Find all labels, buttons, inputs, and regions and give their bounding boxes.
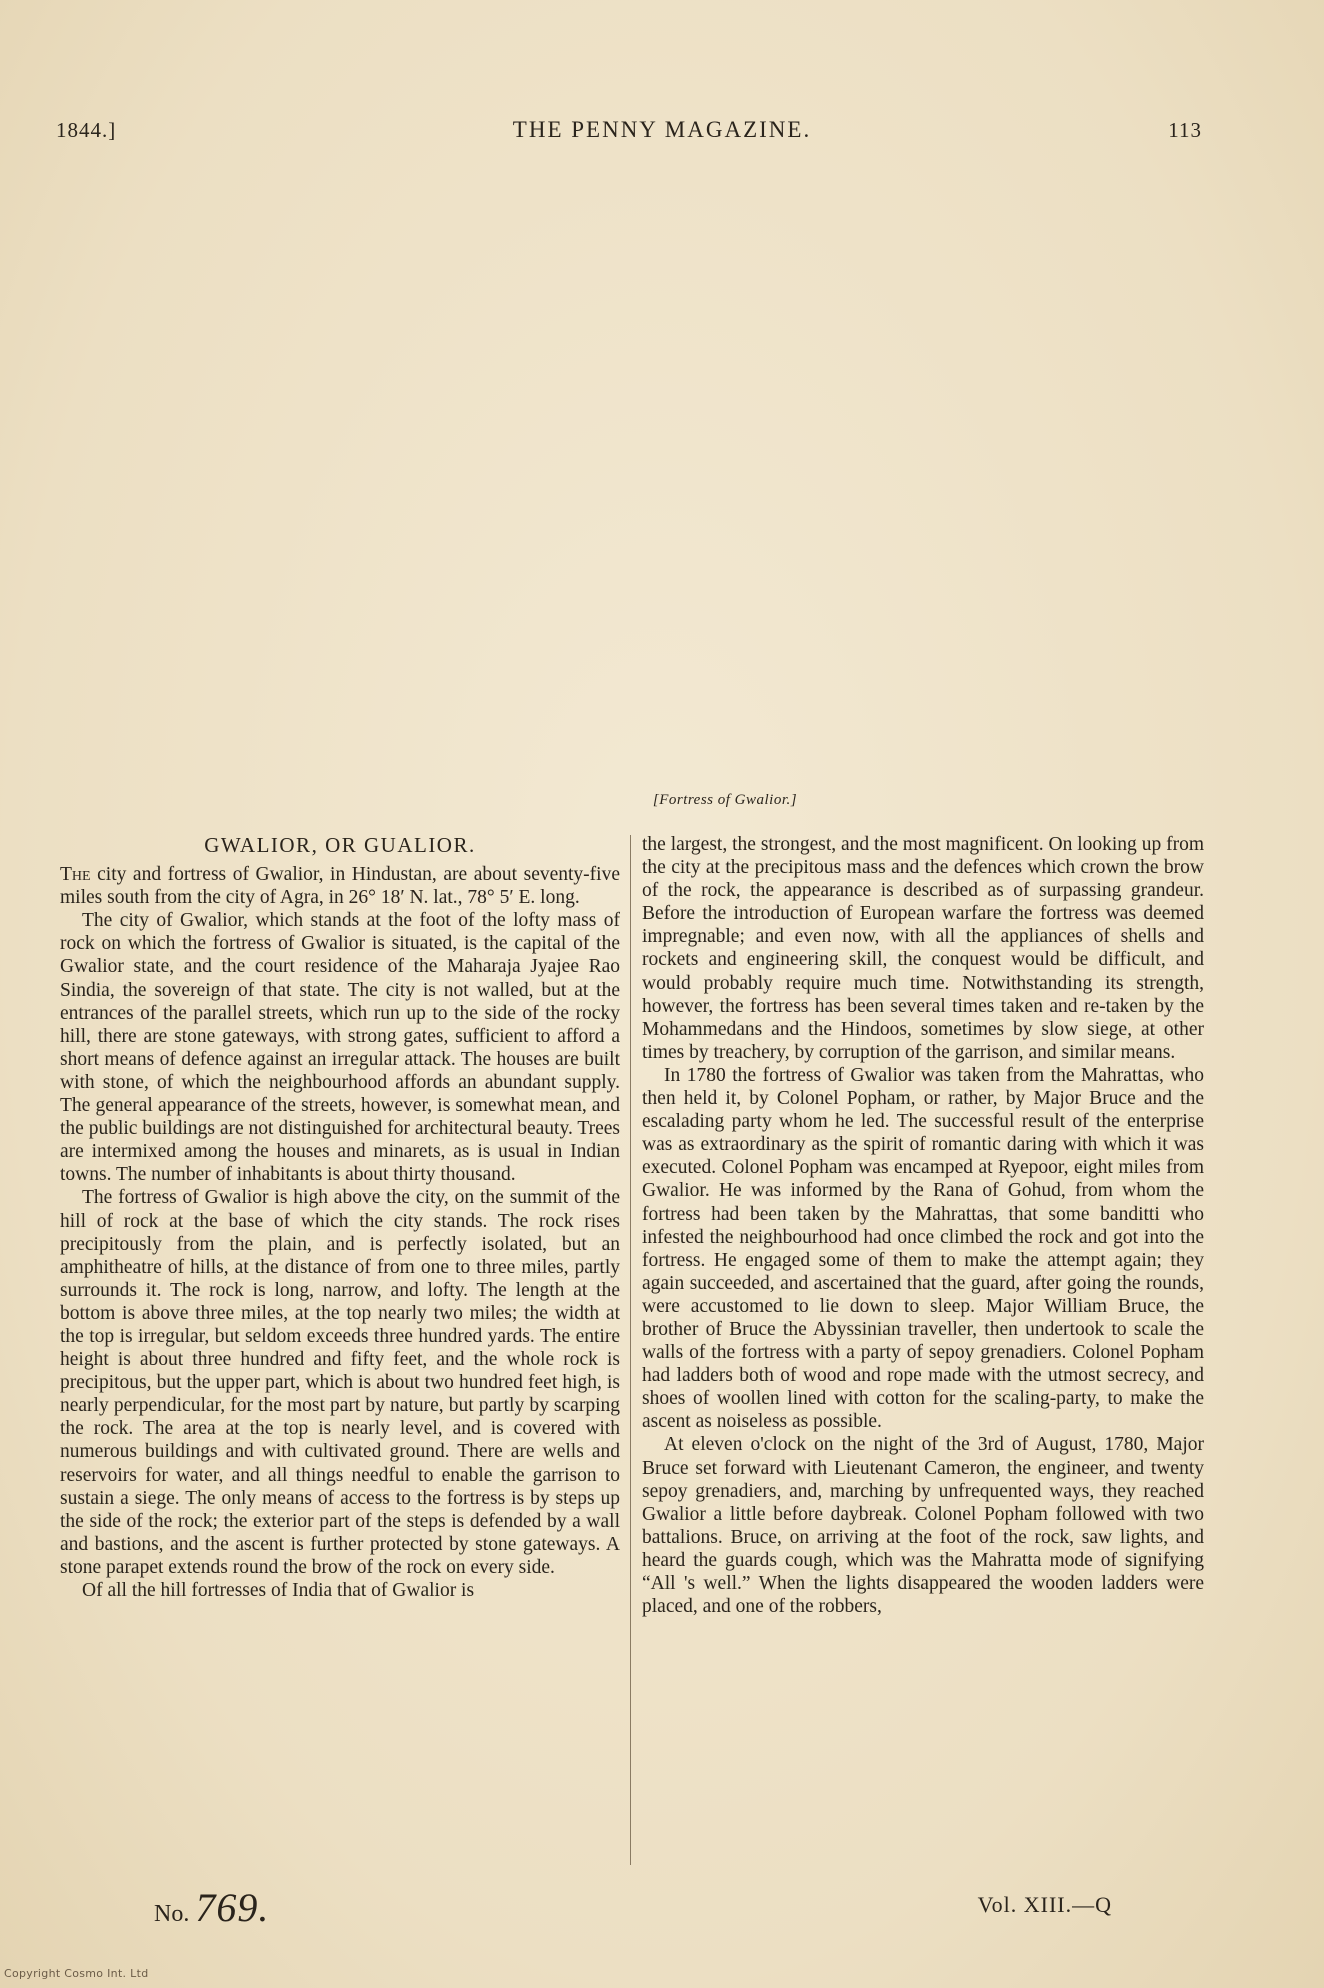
illustration-caption: [Fortress of Gwalior.]	[652, 792, 798, 808]
page-footer	[0, 1880, 1324, 1940]
article-paragraph: The city and fortress of Gwalior, in Hindustan, are about seventy-five miles south from the city of Agra, in 26° 18′ N. lat., 78° 5′ E. long.	[60, 864, 620, 909]
magazine-title: THE PENNY MAGAZINE.	[512, 117, 812, 142]
volume-signature: Vol. XIII.—Q	[977, 1892, 1112, 1917]
article-paragraph: The city of Gwalior, which stands at the foot of the lofty mass of rock on which the fortress of Gwalior is situated, is the capital of the Gwalior state, and the court residence of the Maharaja Jyajee Rao Sindia, the sovereign of that state. The city is not walled, but at the entrances of the parallel streets, which run up to the side of the rocky hill, there are stone gateways, with strong gates, sufficient to afford a short means of defence against an irregular attack. The houses are built with stone, of which the neighbourhood affords an abundant supply. The general appearance of the streets, however, is somewhat mean, and the public buildings are not distinguished for architectural beauty. Trees are intermixed among the houses and minarets, as is usual in Indian towns. The number of inhabitants is about thirty thousand.	[60, 910, 620, 1186]
article-right-column	[642, 833, 1204, 1618]
article-paragraph: Of all the hill fortresses of India that of Gwalior is	[82, 1580, 475, 1601]
column-rule	[630, 835, 631, 1865]
issue-label: No.	[154, 1901, 190, 1927]
article-paragraph: In 1780 the fortress of Gwalior was taken from the Mahrattas, who then held it, by Colonel Popham, or rather, by Major Bruce and the escalading party whom he led. The successful result of the enterprise was as extraordinary as the spirit of romantic daring with which it was executed. Colonel Popham was encamped at Ryepoor, eight miles from Gwalior. He was informed by the Rana of Gohud, from whom the fortress had been taken by the Mahrattas, that some banditti who infested the neighbourhood had once climbed the rock and got into the fortress. He engaged some of them to make the attempt again; they again succeeded, and ascertained that the guard, after going the rounds, were accustomed to lie down to sleep. Major William Bruce, the brother of Bruce the Abyssinian traveller, then undertook to scale the walls of the fortress with a party of sepoy grenadiers. Colonel Popham had ladders both of wood and rope made with the utmost secrecy, and shoes of woollen lined with cotton for the scaling-party, to make the ascent as noiseless as possible.	[642, 1064, 1204, 1433]
page-header	[0, 112, 1324, 146]
article-left-column	[60, 834, 620, 1602]
article-paragraph: At eleven o'clock on the night of the 3rd of August, 1780, Major Bruce set forward with Lieutenant Cameron, the engineer, and twenty sepoy grenadiers, and, marching by unfrequented ways, they reached Gwalior a little before daybreak. Colonel Popham followed with two battalions. Bruce, on arriving at the foot of the rock, saw lights, and heard the guards cough, which was the Mahratta mode of signifying “All 's well.” When the lights disappeared the wooden ladders were placed, and one of the robbers,	[642, 1434, 1204, 1618]
article-paragraph: The fortress of Gwalior is high above the city, on the summit of the hill of rock at the base of which the city stands. The rock rises precipitously from the plain, and is perfectly isolated, but an amphitheatre of hills, at the distance of from one to three miles, partly surrounds it. The rock is long, narrow, and lofty. The length at the bottom is above three miles, at the top nearly two miles; the width at the top is irregular, but seldom exceeds three hundred yards. The entire height is about three hundred and fifty feet, and the whole rock is precipitous, but the upper part, which is about two hundred feet high, is nearly perpendicular, for the most part by nature, but partly by scarping the rock. The area at the top is nearly level, and is covered with numerous buildings and with cultivated ground. There are wells and reservoirs for water, and all things needful to enable the garrison to sustain a siege. The only means of access to the fortress is by steps up the side of the rock; the exterior part of the steps is defended by a wall and bastions, and the ascent is further protected by stone gateways. A stone parapet extends round the brow of the rock on every side.	[60, 1187, 620, 1578]
issue-value: 769.	[195, 1885, 270, 1930]
article-paragraph: the largest, the strongest, and the most magnificent. On looking up from the city at the precipitous mass and the defences which crown the brow of the rock, the appearance is described as of surpassing grandeur. Before the introduction of European warfare the fortress was deemed impregnable; and even now, with all the appliances of shells and rockets and engineering skill, the conquest would be difficult, and would probably require much time. Notwithstanding its strength, however, the fortress has been several times taken and re-taken by the Mohammedans and the Hindoos, sometimes by slow siege, at other times by treachery, by corruption of the garrison, and similar means.	[642, 834, 1204, 1063]
header-year: 1844.]	[56, 118, 117, 142]
page-number: 113	[1168, 118, 1202, 142]
article-title: GWALIOR, OR GUALIOR.	[204, 833, 476, 857]
copyright-watermark: Copyright Cosmo Int. Ltd	[4, 1967, 149, 1980]
fortress-engraving	[196, 170, 1076, 790]
issue-number	[154, 1884, 269, 1931]
